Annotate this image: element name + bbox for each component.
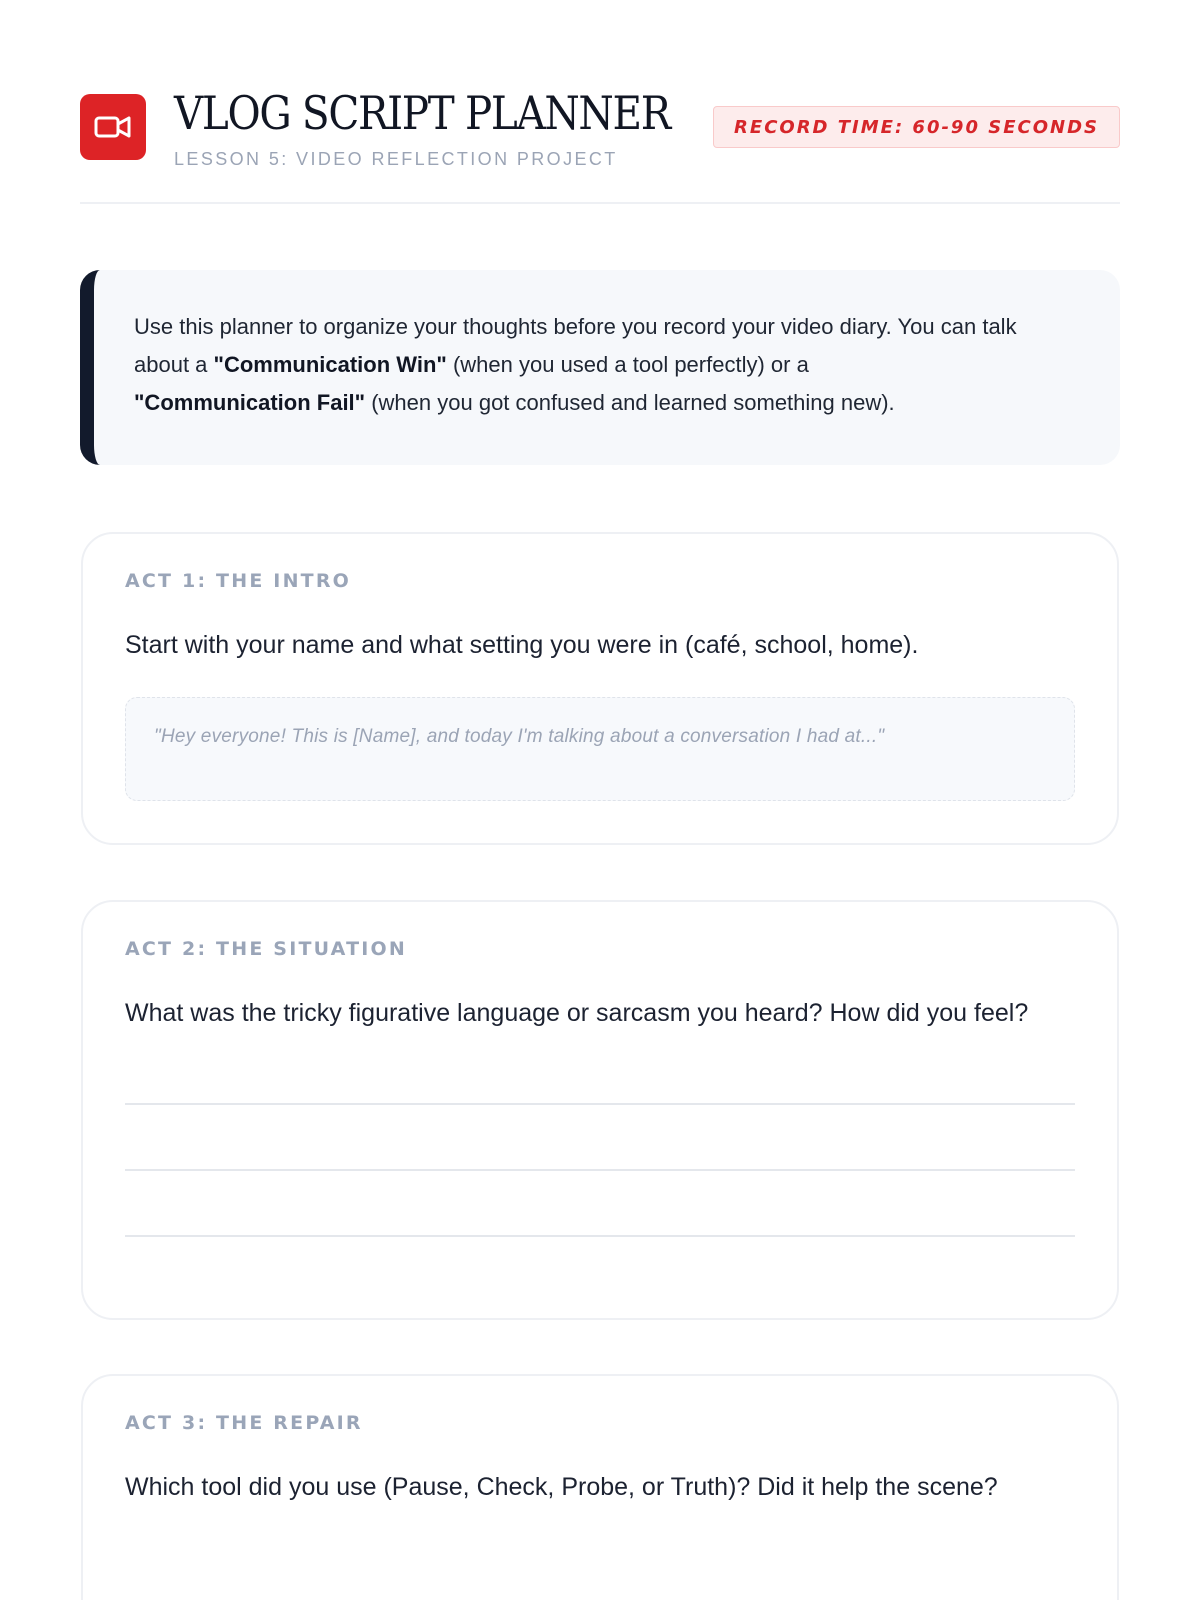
act-label: ACT 3: THE REPAIR <box>125 1412 363 1434</box>
intro-text-2: (when you used a tool perfectly) or a <box>446 352 809 377</box>
intro-callout <box>80 270 1120 465</box>
act-card-1 <box>81 532 1119 845</box>
act-card-3 <box>81 1374 1119 1600</box>
writing-lines <box>125 1059 1075 1237</box>
video-camera-icon <box>80 94 146 160</box>
writing-line[interactable] <box>125 1105 1075 1171</box>
intro-bold-win: "Communication Win" <box>213 352 447 377</box>
record-time-badge: RECORD TIME: 60-90 SECONDS <box>713 106 1120 148</box>
act-card-2 <box>81 900 1119 1320</box>
writing-line[interactable] <box>125 1171 1075 1237</box>
act-label: ACT 2: THE SITUATION <box>125 938 407 960</box>
intro-text-1: Use this planner to organize your thoughts before you record your video diary. You can talk about a <box>134 314 1017 377</box>
intro-text-3: (when you got confused and learned something new). <box>365 390 895 415</box>
example-answer-text: "Hey everyone! This is [Name], and today I'm talking about a conversation I had at..." <box>154 726 885 747</box>
act-prompt: Which tool did you use (Pause, Check, Probe, or Truth)? Did it help the scene? <box>125 1473 998 1501</box>
page-title: VLOG SCRIPT PLANNER <box>174 86 670 140</box>
act-prompt: Start with your name and what setting you were in (café, school, home). <box>125 631 919 659</box>
page-header <box>80 80 1120 204</box>
intro-bold-fail: "Communication Fail" <box>134 390 366 415</box>
act-prompt: What was the tricky figurative language or sarcasm you heard? How did you feel? <box>125 999 1029 1027</box>
page-subtitle: LESSON 5: VIDEO REFLECTION PROJECT <box>174 149 618 169</box>
act-label: ACT 1: THE INTRO <box>125 570 352 592</box>
example-answer-box[interactable] <box>125 697 1075 801</box>
writing-line[interactable] <box>125 1059 1075 1105</box>
